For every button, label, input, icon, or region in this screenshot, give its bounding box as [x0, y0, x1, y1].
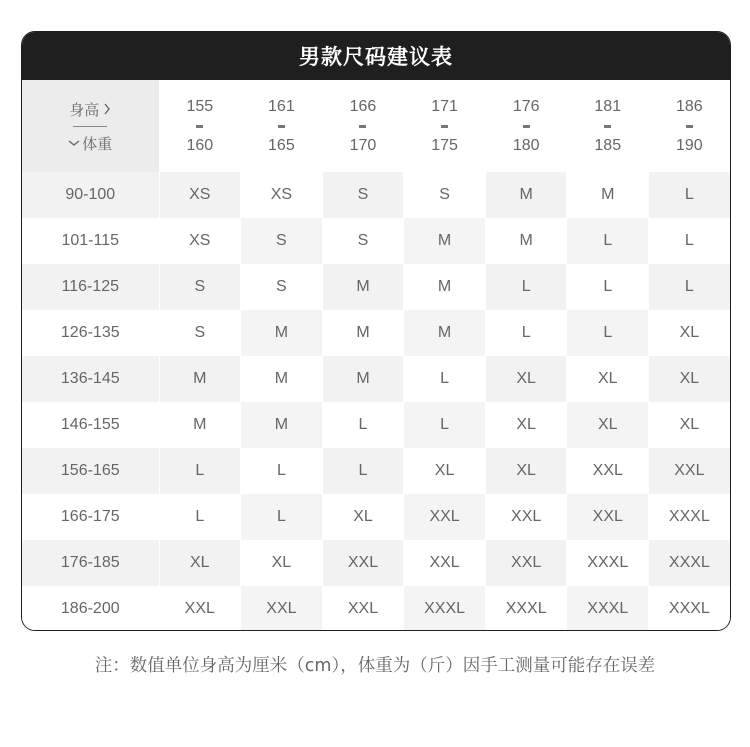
- weight-range-cell: 101-115: [22, 218, 159, 264]
- size-cell: XXL: [404, 540, 486, 586]
- size-cell: XL: [649, 310, 731, 356]
- size-cell: L: [567, 310, 649, 356]
- weight-range-cell: 146-155: [22, 402, 159, 448]
- weight-range-cell: 166-175: [22, 494, 159, 540]
- height-range-header: 186 190: [649, 80, 731, 172]
- size-cell: M: [241, 310, 323, 356]
- table-row: [22, 356, 730, 402]
- size-cell: XXL: [322, 586, 404, 631]
- height-range-header: 181 185: [567, 80, 649, 172]
- size-cell: M: [485, 172, 567, 218]
- size-cell: M: [159, 356, 241, 402]
- size-cell: XL: [649, 356, 731, 402]
- size-cell: L: [567, 218, 649, 264]
- weight-range-cell: 126-135: [22, 310, 159, 356]
- size-cell: L: [485, 310, 567, 356]
- table-row: [22, 310, 730, 356]
- size-cell: XL: [567, 356, 649, 402]
- size-cell: S: [241, 218, 323, 264]
- size-cell: XXL: [649, 448, 731, 494]
- size-cell: M: [485, 218, 567, 264]
- weight-axis-label: 体重: [82, 134, 113, 153]
- size-cell: M: [404, 264, 486, 310]
- size-cell: L: [159, 494, 241, 540]
- size-cell: XXXL: [649, 494, 731, 540]
- height-axis-label: 身高: [69, 100, 100, 119]
- corner-divider: [73, 126, 107, 127]
- size-cell: XL: [649, 402, 731, 448]
- size-cell: L: [649, 264, 731, 310]
- size-cell: XL: [241, 540, 323, 586]
- size-cell: L: [567, 264, 649, 310]
- size-cell: XL: [567, 402, 649, 448]
- size-cell: S: [159, 264, 241, 310]
- table-row: [22, 448, 730, 494]
- size-cell: L: [241, 448, 323, 494]
- size-cell: S: [159, 310, 241, 356]
- size-cell: XXL: [159, 586, 241, 631]
- weight-range-cell: 156-165: [22, 448, 159, 494]
- weight-range-cell: 90-100: [22, 172, 159, 218]
- height-range-header: 176 180: [485, 80, 567, 172]
- size-cell: M: [241, 356, 323, 402]
- size-cell: XL: [322, 494, 404, 540]
- size-cell: L: [322, 402, 404, 448]
- table-row: [22, 172, 730, 218]
- size-cell: M: [241, 402, 323, 448]
- size-cell: L: [241, 494, 323, 540]
- size-cell: M: [404, 218, 486, 264]
- size-cell: XXXL: [567, 540, 649, 586]
- size-cell: XXL: [404, 494, 486, 540]
- chevron-right-icon: [103, 103, 111, 115]
- size-cell: L: [649, 172, 731, 218]
- table-row: [22, 402, 730, 448]
- size-cell: XXXL: [649, 586, 731, 631]
- table-row: [22, 494, 730, 540]
- height-range-header: 161 165: [241, 80, 323, 172]
- size-cell: XL: [485, 402, 567, 448]
- size-table: [22, 80, 731, 631]
- corner-cell: [22, 80, 159, 172]
- chart-title: 男款尺码建议表: [22, 32, 730, 80]
- weight-range-cell: 176-185: [22, 540, 159, 586]
- height-header-row: [22, 80, 730, 172]
- size-cell: XXL: [567, 448, 649, 494]
- height-range-header: 166 170: [322, 80, 404, 172]
- size-cell: XL: [485, 448, 567, 494]
- size-cell: M: [404, 310, 486, 356]
- height-range-header: 155 160: [159, 80, 241, 172]
- size-cell: XXL: [567, 494, 649, 540]
- size-cell: L: [485, 264, 567, 310]
- size-cell: XS: [241, 172, 323, 218]
- size-cell: XS: [159, 172, 241, 218]
- size-cell: S: [322, 218, 404, 264]
- size-cell: XL: [485, 356, 567, 402]
- size-cell: S: [404, 172, 486, 218]
- measurement-note: 注：数值单位身高为厘米（cm），体重为（斤）因手工测量可能存在误差: [94, 656, 656, 676]
- size-cell: L: [322, 448, 404, 494]
- size-cell: M: [322, 264, 404, 310]
- size-cell: M: [322, 310, 404, 356]
- size-cell: XXL: [485, 540, 567, 586]
- size-cell: L: [159, 448, 241, 494]
- size-cell: XXL: [322, 540, 404, 586]
- size-cell: M: [567, 172, 649, 218]
- size-cell: L: [649, 218, 731, 264]
- weight-range-cell: 116-125: [22, 264, 159, 310]
- size-cell: XXL: [241, 586, 323, 631]
- size-chart-card: [21, 31, 731, 631]
- size-cell: XL: [159, 540, 241, 586]
- size-cell: M: [322, 356, 404, 402]
- size-cell: XXL: [485, 494, 567, 540]
- table-row: [22, 540, 730, 586]
- size-cell: XXXL: [649, 540, 731, 586]
- size-cell: XXXL: [485, 586, 567, 631]
- size-cell: S: [241, 264, 323, 310]
- weight-range-cell: 186-200: [22, 586, 159, 631]
- chevron-down-icon: [68, 139, 80, 147]
- size-cell: XL: [404, 448, 486, 494]
- table-row: [22, 218, 730, 264]
- table-row: [22, 264, 730, 310]
- size-cell: M: [159, 402, 241, 448]
- size-cell: XXXL: [567, 586, 649, 631]
- size-cell: L: [404, 402, 486, 448]
- size-cell: L: [404, 356, 486, 402]
- weight-range-cell: 136-145: [22, 356, 159, 402]
- size-cell: XXXL: [404, 586, 486, 631]
- size-table-body: [22, 172, 730, 631]
- table-row: [22, 586, 730, 631]
- height-range-header: 171 175: [404, 80, 486, 172]
- size-cell: XS: [159, 218, 241, 264]
- size-cell: S: [322, 172, 404, 218]
